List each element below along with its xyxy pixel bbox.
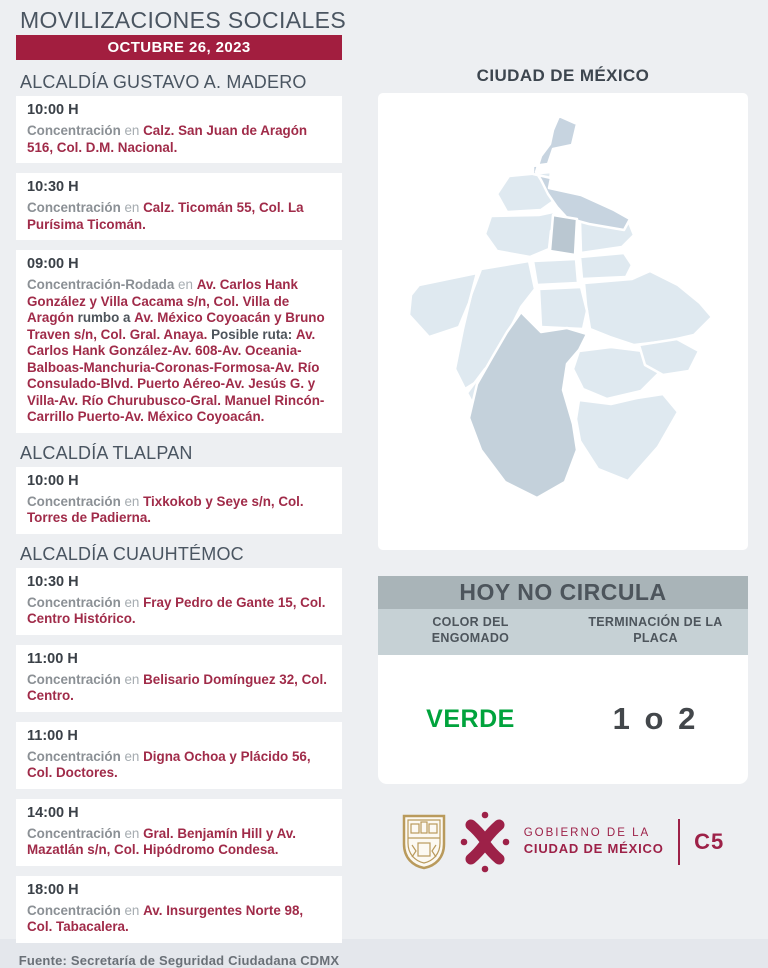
engomado-header-text: COLOR DEL ENGOMADO xyxy=(431,615,510,646)
event-description xyxy=(27,826,331,859)
section-header-tlalpan: ALCALDÍA TLALPAN xyxy=(20,442,193,463)
alcaldia-shape xyxy=(584,271,712,345)
cdmx-map xyxy=(385,102,741,542)
logo-divider xyxy=(678,819,681,865)
hoy-no-circula-panel xyxy=(378,576,748,784)
event-card xyxy=(16,250,342,433)
event-card xyxy=(16,173,342,240)
event-time: 18:00 H xyxy=(27,881,79,898)
event-card xyxy=(16,467,342,534)
government-wordmark-line1: GOBIERNO DE LA xyxy=(523,827,651,839)
page-title: MOVILIZACIONES SOCIALES xyxy=(20,7,347,33)
event-type: Concentración-Rodada xyxy=(27,277,175,292)
event-type: Concentración xyxy=(27,902,121,918)
event-type: Concentración xyxy=(27,493,121,509)
event-address: Belisario Domínguez 32, Col. Centro. xyxy=(27,671,327,703)
event-address: Digna Ochoa y Plácido 56, Col. Doctores. xyxy=(27,748,311,780)
event-card xyxy=(16,568,342,635)
event-description xyxy=(27,123,331,156)
map-panel xyxy=(378,93,748,550)
alcaldia-shape xyxy=(485,212,560,257)
event-address: Av. Carlos Hank González y Villa Cacama s/n, Col. Villa de Aragón xyxy=(27,277,298,325)
government-wordmark-line2: CIUDAD DE MÉXICO xyxy=(523,841,664,856)
event-address: Fray Pedro de Gante 15, Col. Centro Histórico. xyxy=(27,594,326,626)
event-route-label: Posible ruta: xyxy=(211,326,293,342)
event-address: Calz. San Juan de Aragón 516, Col. D.M. Nacional. xyxy=(27,123,308,155)
event-description xyxy=(27,200,331,233)
events-column xyxy=(16,7,347,968)
event-card xyxy=(16,799,342,866)
event-type: Concentración xyxy=(27,825,121,841)
event-description xyxy=(27,277,331,426)
source-attribution: Fuente: Secretaría de Seguridad Ciudadana CDMX xyxy=(18,952,340,968)
event-description xyxy=(27,494,331,527)
event-time: 09:00 H xyxy=(27,256,79,272)
event-card xyxy=(16,876,342,943)
event-time: 11:00 H xyxy=(27,650,78,667)
event-conjunction: en xyxy=(124,671,140,687)
hoy-no-circula-values xyxy=(378,655,748,784)
alcaldia-shape xyxy=(539,287,587,329)
event-type: Concentración xyxy=(27,594,121,610)
event-address: Av. Insurgentes Norte 98, Col. Tabacalera. xyxy=(27,902,304,934)
event-time: 11:00 H xyxy=(27,727,78,744)
event-type: Concentración xyxy=(27,123,121,138)
alcaldia-shape xyxy=(576,394,678,481)
date-banner: OCTUBRE 26, 2023 xyxy=(16,35,342,60)
engomado-column-header xyxy=(378,614,563,647)
engomado-color-value: VERDE xyxy=(426,704,515,733)
event-description xyxy=(27,595,331,628)
event-address: Tixkokob y Seye s/n, Col. Torres de Padierna. xyxy=(27,493,304,525)
event-conjunction: en xyxy=(124,902,140,918)
hoy-no-circula-subheader xyxy=(378,609,748,655)
event-description xyxy=(27,672,331,705)
alcaldia-shape xyxy=(580,253,632,279)
cdmx-coat-of-arms-icon xyxy=(402,814,446,870)
map-column xyxy=(378,0,748,873)
event-time: 10:00 H xyxy=(27,102,79,118)
event-conjunction: en xyxy=(124,825,140,841)
event-time: 10:30 H xyxy=(27,573,79,590)
section-header-gustavo-a-madero: ALCALDÍA GUSTAVO A. MADERO xyxy=(20,72,307,92)
event-direction: rumbo a xyxy=(77,310,131,325)
event-card xyxy=(16,96,342,163)
event-address-destination: Av. México Coyoacán y Bruno Traven s/n, Col. Gral. Anaya. xyxy=(27,310,325,342)
event-time: 14:00 H xyxy=(27,804,79,821)
government-wordmark xyxy=(524,827,664,856)
alcaldia-shape xyxy=(533,259,578,285)
event-card xyxy=(16,645,342,712)
event-time: 10:00 H xyxy=(27,472,79,489)
event-conjunction: en xyxy=(178,277,193,292)
event-conjunction: en xyxy=(124,493,140,509)
placa-column-header xyxy=(563,614,748,647)
event-conjunction: en xyxy=(124,594,140,610)
event-address: Gral. Benjamín Hill y Av. Mazatlán s/n, Col. Hipódromo Condesa. xyxy=(27,825,296,857)
event-type: Concentración xyxy=(27,671,121,687)
event-route: Av. Carlos Hank González-Av. 608-Av. Oceania-Balboas-Manchuria-Coronas-Formosa-Av. Río Consulado-Blvd. Puerto Aéreo-Av. Jesús G. y Villa-Av. Río Churubusco-Gral. Manuel Rincón- Carrillo Puerto-Av. México Coyoacán. xyxy=(27,326,325,424)
section-header-cuauhtemoc: ALCALDÍA CUAUHTÉMOC xyxy=(20,543,244,564)
placa-ending-value: 1 o 2 xyxy=(612,701,699,736)
footer-logos xyxy=(378,811,748,873)
alcaldia-cuauhtemoc xyxy=(550,215,577,255)
cdmx-government-logo-icon xyxy=(460,811,510,873)
event-time: 10:30 H xyxy=(27,179,79,195)
map-title: CIUDAD DE MÉXICO xyxy=(476,66,650,85)
c5-logo: C5 xyxy=(694,828,725,854)
event-type: Concentración xyxy=(27,200,121,215)
event-conjunction: en xyxy=(124,748,140,764)
event-card xyxy=(16,722,342,789)
hoy-no-circula-title: HOY NO CIRCULA xyxy=(378,576,748,609)
event-description xyxy=(27,749,331,782)
event-type: Concentración xyxy=(27,748,121,764)
event-conjunction: en xyxy=(124,123,140,138)
placa-header-text: TERMINACIÓN DE LA PLACA xyxy=(588,615,723,646)
event-address: Calz. Ticomán 55, Col. La Purísima Ticomán. xyxy=(27,200,304,232)
event-conjunction: en xyxy=(124,200,140,215)
event-description xyxy=(27,903,331,936)
